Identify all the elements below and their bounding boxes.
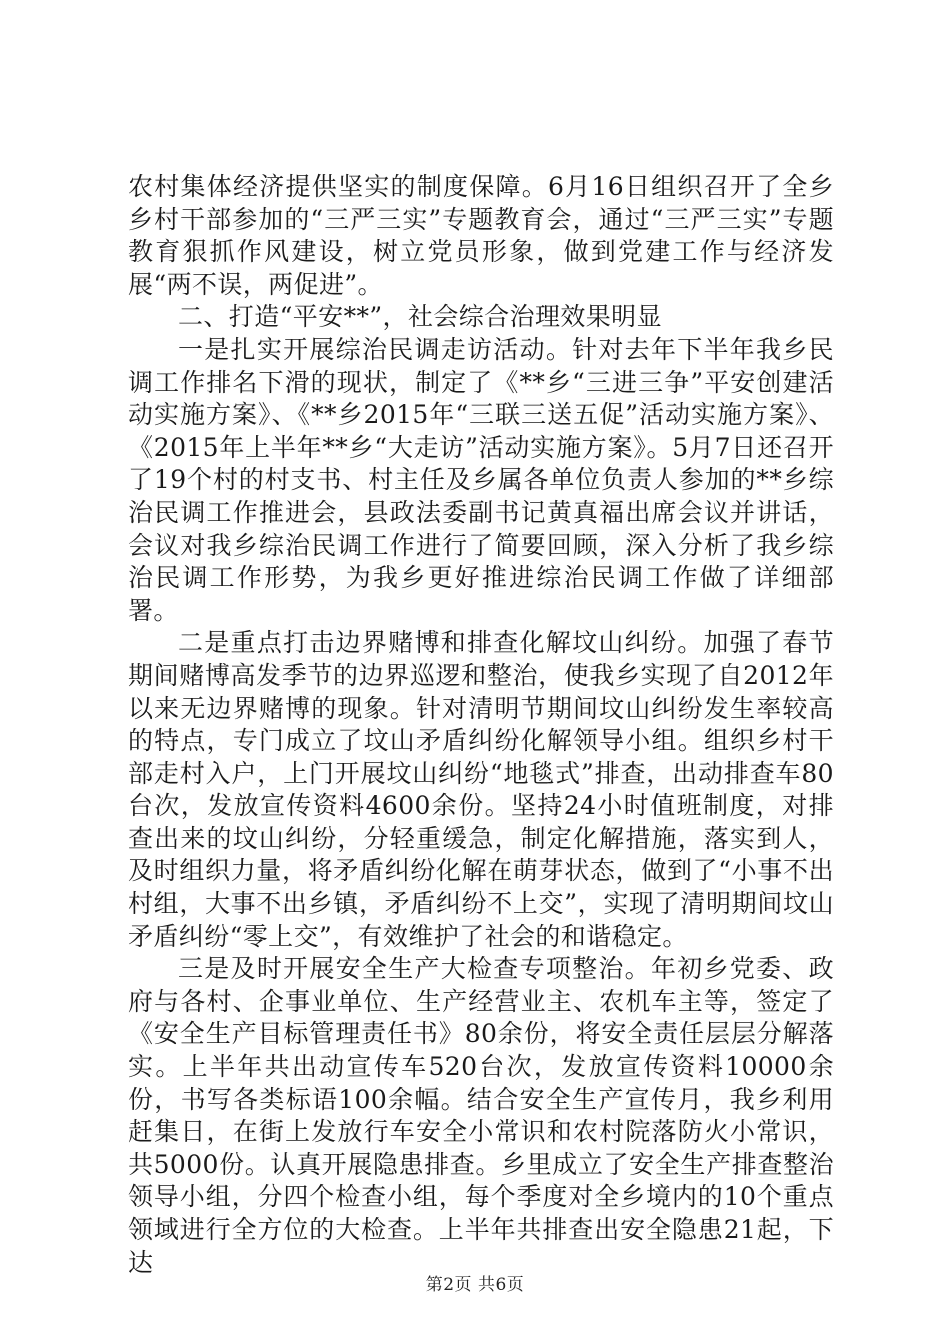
- paragraph-continuation: 农村集体经济提供坚实的制度保障。6月16日组织召开了全乡乡村干部参加的“三严三实”专题教育会，通过“三严三实”专题教育狠抓作风建设，树立党员形象，做到党建工作与经济发展“两不误，两促进”。: [128, 172, 834, 299]
- paragraph-mediation: 一是扎实开展综治民调走访活动。针对去年下半年我乡民调工作排名下滑的现状，制定了《**乡“三进三争”平安创建活动实施方案》、《**乡2015年“三联三送五促”活动实施方案》、《2015年上半年**乡“大走访”活动实施方案》。5月7日还召开了19个村的村支书、村主任及乡属各单位负责人参加的**乡综治民调工作推进会，县政法委副书记黄真福出席会议并讲话，会议对我乡综治民调工作进行了简要回顾，深入分析了我乡综治民调工作形势，为我乡更好推进综治民调工作做了详细部署。: [128, 334, 834, 625]
- document-body: [128, 171, 834, 1279]
- section-heading: 二、打造“平安**”，社会综合治理效果明显: [178, 302, 662, 332]
- page-number-footer: 第2页 共6页: [425, 1275, 525, 1295]
- paragraph-safety-inspection: 三是及时开展安全生产大检查专项整治。年初乡党委、政府与各村、企事业单位、生产经营业主、农机车主等，签定了《安全生产目标管理责任书》80余份，将安全责任层层分解落实。上半年共出动宣传车520台次，发放宣传资料10000余份，书写各类标语100余幅。结合安全生产宣传月，我乡利用赶集日，在街上发放行车安全小常识和农村院落防火小常识，共5000份。认真开展隐患排查。乡里成立了安全生产排查整治领导小组，分四个检查小组，每个季度对全乡境内的10个重点领域进行全方位的大检查。上半年共排查出安全隐患21起，下达: [128, 954, 834, 1277]
- paragraph-gambling-disputes: 二是重点打击边界赌博和排查化解坟山纠纷。加强了春节期间赌博高发季节的边界巡逻和整治，使我乡实现了自2012年以来无边界赌博的现象。针对清明节期间坟山纠纷发生率较高的特点，专门成立了坟山矛盾纠纷化解领导小组。组织乡村干部走村入户，上门开展坟山纠纷“地毯式”排查，出动排查车80台次，发放宣传资料4600余份。坚持24小时值班制度，对排查出来的坟山纠纷，分轻重缓急，制定化解措施，落实到人，及时组织力量，将矛盾纠纷化解在萌芽状态，做到了“小事不出村组，大事不出乡镇，矛盾纠纷不上交”，实现了清明期间坟山矛盾纠纷“零上交”，有效维护了社会的和谐稳定。: [128, 628, 834, 951]
